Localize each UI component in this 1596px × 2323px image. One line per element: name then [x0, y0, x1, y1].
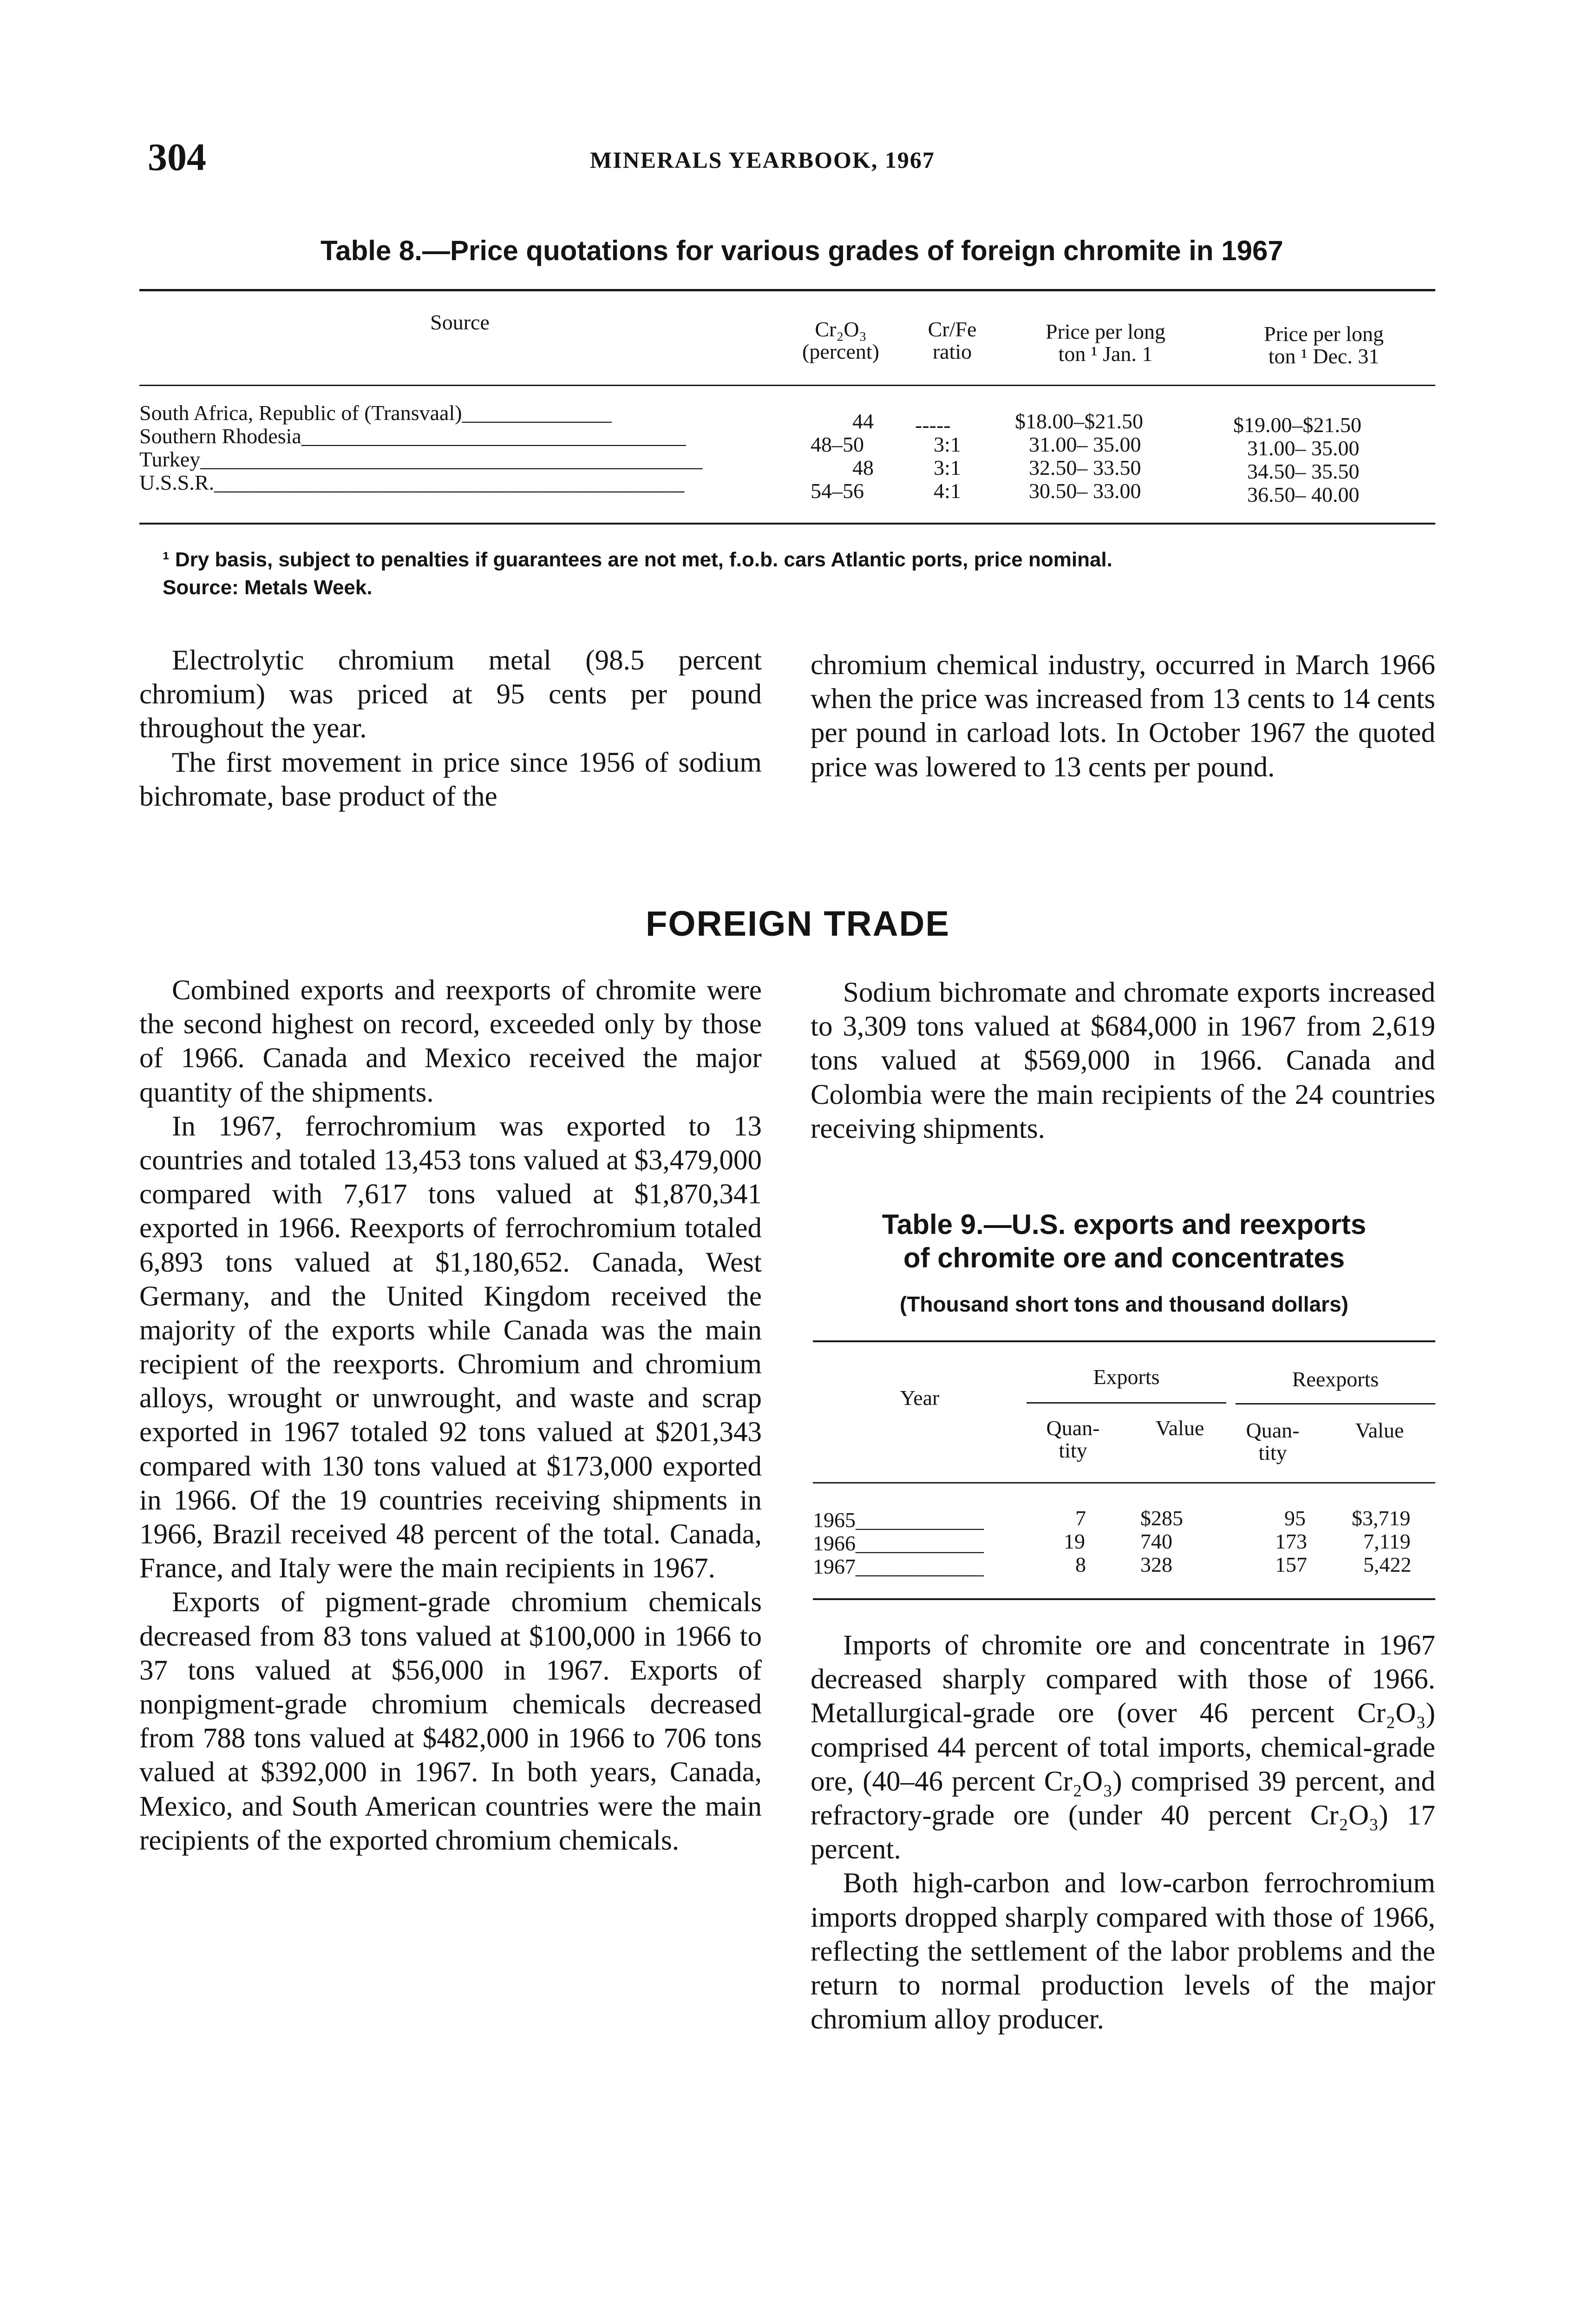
paragraph-sodium-bichromate: Sodium bichromate and chromate exports increased to 3,309 tons valued at $684,000 in 1967 from 2,619 tons valued at $569,000 in 1966. Canada and Colombia were the main recipients of the 24 countries receiving shipments. — [811, 977, 1435, 1144]
table-8-dec: 36.50– 40.00 — [1247, 483, 1360, 506]
table-8-cr2o3: 48 — [852, 456, 874, 479]
page-number: 304 — [148, 136, 206, 179]
table-8-cr2o3: 44 — [852, 409, 874, 433]
paragraph-text: Electrolytic chromium metal (98.5 percent chromium) was priced at 95 cents per pound throughout the year. — [139, 645, 762, 744]
table-9-col-reexp-value: Value — [1355, 1418, 1404, 1442]
table-9-col-exp-qty — [1022, 1417, 1124, 1462]
table-8-col-dec-line1: Price per long — [1263, 322, 1384, 346]
table-9-top-rule — [813, 1340, 1435, 1342]
table-9-subtitle: (Thousand short tons and thousand dollars) — [900, 1292, 1348, 1316]
paragraph-chemical-industry: chromium chemical industry, occurred in March 1966 when the price was increased from 13 cents to 14 cents per pound in carload lots. In October 1967 the quoted price was lowered to 13 cents per pound. — [811, 650, 1435, 783]
table-9-reexp-value: 5,422 — [1363, 1553, 1412, 1576]
table-8-col-crfe-line2: ratio — [932, 340, 972, 364]
table-8-top-rule — [139, 289, 1435, 291]
table-9-row — [813, 1554, 1435, 1578]
table-8-col-dec-line2: ton ¹ Dec. 31 — [1268, 344, 1380, 368]
table-8-col-jan — [1013, 321, 1198, 366]
table-9-reexp-value: 7,119 — [1363, 1529, 1411, 1553]
table-9-exp-value: 740 — [1140, 1529, 1172, 1553]
table-9-reexp-value: $3,719 — [1352, 1506, 1411, 1530]
table-9-exp-qty: 19 — [1064, 1529, 1085, 1553]
table-8-col-jan-line1: Price per long — [1045, 320, 1166, 343]
table-9-group-reexports: Reexports — [1292, 1367, 1379, 1391]
table-8-cr2o3: 54–56 — [811, 479, 864, 503]
table-8-crfe: 4:1 — [934, 479, 961, 503]
paragraph-text: The first movement in price since 1956 of sodium bichromate, base product of the — [139, 747, 762, 812]
table-8-col-cr2o3 — [785, 318, 896, 363]
table-8-dec: 34.50– 35.50 — [1247, 459, 1360, 483]
table-9-group-rule — [1027, 1402, 1226, 1404]
paragraph-text: Imports of chromite ore and concentrate in 1967 decreased sharply compared with those of 1966. Metallurgical-grade ore (over 46 percent Cr₂O₃) comprised 44 percent of total imports, chemical-grade ore, (40–46 percent Cr₂O₃) comprised 39 percent, and refractory-grade ore (under 40 percent Cr₂O₃) 17 percent. — [811, 1630, 1435, 1865]
table-9-col-exp-value: Value — [1155, 1416, 1204, 1440]
table-9-col-reexp-qty — [1222, 1419, 1324, 1464]
table-9-bottom-rule — [813, 1598, 1435, 1600]
table-8-jan: 30.50– 33.00 — [1029, 479, 1141, 503]
left-column — [139, 973, 762, 1857]
table-8-jan: $18.00–$21.50 — [1015, 409, 1143, 433]
table-9-year: 1966____________ — [813, 1531, 984, 1555]
table-8-source: U.S.S.R.____________________________________________ — [139, 471, 685, 494]
table-9-exp-qty: 8 — [1075, 1553, 1086, 1576]
table-9-group-exports: Exports — [1093, 1365, 1160, 1389]
table-9-col-qty-line2: tity — [1059, 1438, 1087, 1463]
table-8-col-jan-line2: ton ¹ Jan. 1 — [1058, 342, 1153, 366]
table-8-jan: 31.00– 35.00 — [1029, 433, 1141, 456]
table-8-crfe: 3:1 — [934, 456, 961, 479]
table-8-crfe: ----- — [915, 413, 951, 437]
table-8-col-dec — [1231, 323, 1417, 368]
table-9-col-year: Year — [900, 1386, 940, 1410]
table-9-reexp-qty: 157 — [1275, 1553, 1307, 1576]
table-9-row — [813, 1508, 1435, 1532]
table-9-col-qty-line2: tity — [1258, 1441, 1287, 1465]
paragraph-text: Exports of pigment-grade chromium chemicals decreased from 83 tons valued at $100,000 in 1966 to 37 tons valued at $56,000 in 1967. Exports of nonpigment-grade chromium chemicals decreased from 788 tons valued at $482,000 in 1966 to 706 tons valued at $392,000 in 1967. In both years, Canada, Mexico, and South American countries were the main recipients of the exported chromium chemicals. — [139, 1587, 762, 1856]
table-9-reexp-qty: 95 — [1284, 1506, 1306, 1530]
table-8-header-rule — [139, 385, 1435, 386]
table-8-col-crfe — [906, 318, 999, 363]
table-9-reexp-qty: 173 — [1275, 1529, 1307, 1553]
table-9-group-rule — [1236, 1403, 1435, 1404]
section-heading: FOREIGN TRADE — [646, 904, 950, 944]
table-9-header-rule — [813, 1482, 1435, 1483]
table-9-title-line1: Table 9.—U.S. exports and reexports — [882, 1209, 1367, 1240]
table-8-dec: $19.00–$21.50 — [1233, 413, 1361, 437]
table-9-year: 1965____________ — [813, 1508, 984, 1532]
paragraph-text: Combined exports and reexports of chromite were the second highest on record, exceeded only by those of 1966. Canada and Mexico received the major quantity of the shipments. — [139, 975, 762, 1108]
table-9-exp-value: 328 — [1140, 1553, 1172, 1576]
table-8-crfe: 3:1 — [934, 433, 961, 456]
right-column-imports — [811, 1628, 1435, 2036]
table-8-source: South Africa, Republic of (Transvaal)______________ — [139, 401, 612, 425]
table-8-row — [139, 470, 1435, 506]
table-9-col-qty-line1: Quan- — [1046, 1416, 1100, 1440]
table-8-source: Southern Rhodesia____________________________________ — [139, 424, 686, 448]
table-8-jan: 32.50– 33.50 — [1029, 456, 1141, 479]
table-8-dec: 31.00– 35.00 — [1247, 436, 1360, 460]
table-8-col-cr2o3-line2: (percent) — [802, 340, 879, 364]
table-9-exp-value: $285 — [1140, 1506, 1183, 1530]
table-8-col-crfe-line1: Cr/Fe — [928, 317, 977, 341]
table-8-col-source: Source — [430, 310, 490, 334]
table-9-title-line2: of chromite ore and concentrates — [903, 1242, 1345, 1273]
table-9-title — [815, 1208, 1433, 1275]
table-8-cr2o3: 48–50 — [811, 433, 864, 456]
paragraph-text: Both high-carbon and low-carbon ferrochromium imports dropped sharply compared with those of 1966, reflecting the settlement of the labor problems and the return to normal production levels of the major chromium alloy producer. — [811, 1868, 1435, 2035]
paragraph-text: In 1967, ferrochromium was exported to 13 countries and totaled 13,453 tons valued at $3,479,000 compared with 7,617 tons valued at $1,870,341 exported in 1966. Reexports of ferrochromium totaled 6,893 tons valued at $1,180,652. Canada, West Germany, and the United Kingdom received the majority of the exports while Canada was the main recipient of the reexports. Chromium and chromium alloys, wrought or unwrought, and waste and scrap exported in 1967 totaled 92 tons valued at $201,343 compared with 130 tons valued at $173,000 exported in 1966. Of the 19 countries receiving shipments in 1966, Brazil received 48 percent of the total. Canada, France, and Italy were the main recipients in 1967. — [139, 1110, 762, 1584]
table-8-title: Table 8.—Price quotations for various grades of foreign chromite in 1967 — [321, 235, 1283, 266]
table-8-col-cr2o3-line1: Cr₂O₃ — [815, 317, 867, 341]
paragraph-electrolytic — [139, 643, 762, 814]
table-8-bottom-rule — [139, 523, 1435, 525]
table-8-source-note: Source: Metals Week. — [163, 576, 373, 599]
table-9-col-qty-line1: Quan- — [1246, 1418, 1300, 1442]
table-8-source: Turkey_______________________________________________ — [139, 447, 703, 471]
table-9-exp-qty: 7 — [1075, 1506, 1086, 1530]
table-9-row — [813, 1531, 1435, 1555]
running-title: MINERALS YEARBOOK, 1967 — [590, 147, 935, 173]
table-9-year: 1967____________ — [813, 1555, 984, 1578]
table-8-footnote: ¹ Dry basis, subject to penalties if guarantees are not met, f.o.b. cars Atlantic ports, price nominal. — [163, 548, 1112, 571]
